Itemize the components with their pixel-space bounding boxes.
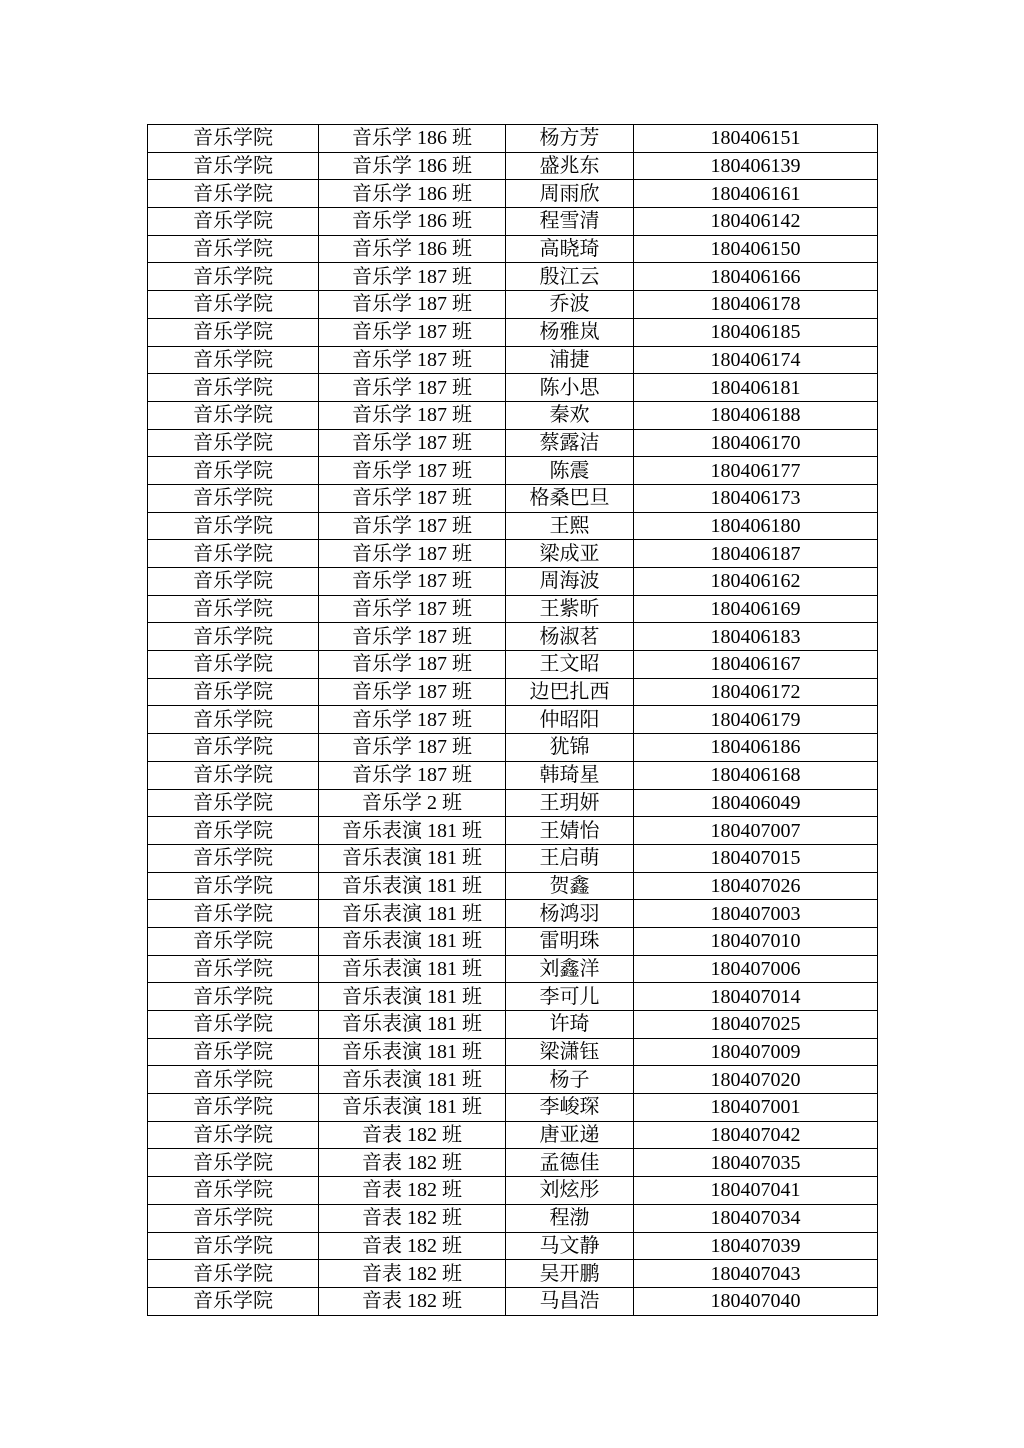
college-cell: 音乐学院	[148, 678, 319, 706]
class-cell: 音乐学 2 班	[319, 789, 506, 817]
student-id-cell: 180406181	[634, 374, 878, 402]
student-name-cell: 王紫昕	[506, 595, 634, 623]
class-cell: 音乐表演 181 班	[319, 1011, 506, 1039]
student-name-cell: 周雨欣	[506, 180, 634, 208]
table-row	[148, 152, 878, 180]
student-name-cell: 许琦	[506, 1011, 634, 1039]
table-row	[148, 734, 878, 762]
table-row	[148, 955, 878, 983]
student-name-cell: 李峻琛	[506, 1094, 634, 1122]
college-cell: 音乐学院	[148, 1066, 319, 1094]
student-name-cell: 仲昭阳	[506, 706, 634, 734]
student-id-cell: 180406142	[634, 208, 878, 236]
student-id-cell: 180407006	[634, 955, 878, 983]
student-id-cell: 180407041	[634, 1177, 878, 1205]
student-name-cell: 唐亚递	[506, 1121, 634, 1149]
student-name-cell: 杨淑茗	[506, 623, 634, 651]
table-row	[148, 374, 878, 402]
student-name-cell: 王文昭	[506, 651, 634, 679]
student-name-cell: 雷明珠	[506, 927, 634, 955]
college-cell: 音乐学院	[148, 1094, 319, 1122]
table-row	[148, 789, 878, 817]
college-cell: 音乐学院	[148, 872, 319, 900]
table-row	[148, 900, 878, 928]
table-row	[148, 1121, 878, 1149]
college-cell: 音乐学院	[148, 540, 319, 568]
class-cell: 音乐表演 181 班	[319, 927, 506, 955]
table-row	[148, 401, 878, 429]
class-cell: 音表 182 班	[319, 1177, 506, 1205]
class-cell: 音乐学 187 班	[319, 540, 506, 568]
student-name-cell: 吴开鹏	[506, 1260, 634, 1288]
student-name-cell: 韩琦星	[506, 761, 634, 789]
student-name-cell: 蔡露洁	[506, 429, 634, 457]
student-name-cell: 马文静	[506, 1232, 634, 1260]
college-cell: 音乐学院	[148, 983, 319, 1011]
college-cell: 音乐学院	[148, 651, 319, 679]
college-cell: 音乐学院	[148, 1149, 319, 1177]
college-cell: 音乐学院	[148, 512, 319, 540]
student-name-cell: 程雪清	[506, 208, 634, 236]
table-row	[148, 927, 878, 955]
college-cell: 音乐学院	[148, 1177, 319, 1205]
student-id-cell: 180407042	[634, 1121, 878, 1149]
student-name-cell: 杨雅岚	[506, 318, 634, 346]
table-row	[148, 540, 878, 568]
student-id-cell: 180407040	[634, 1287, 878, 1315]
student-name-cell: 盛兆东	[506, 152, 634, 180]
college-cell: 音乐学院	[148, 927, 319, 955]
college-cell: 音乐学院	[148, 595, 319, 623]
class-cell: 音乐学 187 班	[319, 706, 506, 734]
student-name-cell: 高晓琦	[506, 235, 634, 263]
table-row	[148, 844, 878, 872]
class-cell: 音乐学 187 班	[319, 484, 506, 512]
college-cell: 音乐学院	[148, 1038, 319, 1066]
class-cell: 音乐表演 181 班	[319, 844, 506, 872]
college-cell: 音乐学院	[148, 484, 319, 512]
student-id-cell: 180406187	[634, 540, 878, 568]
table-row	[148, 651, 878, 679]
student-name-cell: 乔波	[506, 291, 634, 319]
roster-body	[148, 125, 878, 1316]
student-id-cell: 180406169	[634, 595, 878, 623]
class-cell: 音表 182 班	[319, 1204, 506, 1232]
table-row	[148, 512, 878, 540]
table-row	[148, 318, 878, 346]
college-cell: 音乐学院	[148, 208, 319, 236]
student-name-cell: 刘鑫洋	[506, 955, 634, 983]
class-cell: 音乐学 187 班	[319, 457, 506, 485]
student-id-cell: 180407020	[634, 1066, 878, 1094]
student-name-cell: 刘炫彤	[506, 1177, 634, 1205]
college-cell: 音乐学院	[148, 291, 319, 319]
student-id-cell: 180407014	[634, 983, 878, 1011]
student-name-cell: 马昌浩	[506, 1287, 634, 1315]
class-cell: 音乐学 187 班	[319, 678, 506, 706]
student-id-cell: 180406168	[634, 761, 878, 789]
student-id-cell: 180406170	[634, 429, 878, 457]
college-cell: 音乐学院	[148, 1287, 319, 1315]
college-cell: 音乐学院	[148, 1011, 319, 1039]
table-row	[148, 761, 878, 789]
class-cell: 音乐学 187 班	[319, 429, 506, 457]
class-cell: 音乐学 187 班	[319, 761, 506, 789]
table-row	[148, 872, 878, 900]
class-cell: 音表 182 班	[319, 1149, 506, 1177]
student-name-cell: 犹锦	[506, 734, 634, 762]
class-cell: 音乐学 187 班	[319, 401, 506, 429]
student-name-cell: 王熙	[506, 512, 634, 540]
class-cell: 音乐学 186 班	[319, 152, 506, 180]
student-id-cell: 180406188	[634, 401, 878, 429]
table-row	[148, 263, 878, 291]
student-id-cell: 180407010	[634, 927, 878, 955]
student-name-cell: 程渤	[506, 1204, 634, 1232]
table-row	[148, 1149, 878, 1177]
class-cell: 音表 182 班	[319, 1121, 506, 1149]
college-cell: 音乐学院	[148, 1121, 319, 1149]
table-row	[148, 1011, 878, 1039]
college-cell: 音乐学院	[148, 900, 319, 928]
class-cell: 音乐表演 181 班	[319, 817, 506, 845]
student-id-cell: 180406161	[634, 180, 878, 208]
student-id-cell: 180406179	[634, 706, 878, 734]
student-name-cell: 边巴扎西	[506, 678, 634, 706]
college-cell: 音乐学院	[148, 318, 319, 346]
student-id-cell: 180407015	[634, 844, 878, 872]
table-row	[148, 983, 878, 1011]
student-id-cell: 180406186	[634, 734, 878, 762]
college-cell: 音乐学院	[148, 346, 319, 374]
student-id-cell: 180406150	[634, 235, 878, 263]
class-cell: 音乐表演 181 班	[319, 900, 506, 928]
table-row	[148, 457, 878, 485]
college-cell: 音乐学院	[148, 125, 319, 153]
class-cell: 音乐学 186 班	[319, 235, 506, 263]
table-row	[148, 1232, 878, 1260]
student-id-cell: 180406185	[634, 318, 878, 346]
student-id-cell: 180406139	[634, 152, 878, 180]
college-cell: 音乐学院	[148, 789, 319, 817]
college-cell: 音乐学院	[148, 457, 319, 485]
student-id-cell: 180407043	[634, 1260, 878, 1288]
table-row	[148, 1287, 878, 1315]
table-row	[148, 678, 878, 706]
class-cell: 音乐表演 181 班	[319, 1094, 506, 1122]
student-name-cell: 殷江云	[506, 263, 634, 291]
college-cell: 音乐学院	[148, 401, 319, 429]
college-cell: 音乐学院	[148, 623, 319, 651]
student-id-cell: 180406180	[634, 512, 878, 540]
college-cell: 音乐学院	[148, 152, 319, 180]
college-cell: 音乐学院	[148, 817, 319, 845]
student-name-cell: 李可儿	[506, 983, 634, 1011]
student-id-cell: 180407026	[634, 872, 878, 900]
table-row	[148, 595, 878, 623]
class-cell: 音乐表演 181 班	[319, 983, 506, 1011]
college-cell: 音乐学院	[148, 180, 319, 208]
class-cell: 音乐学 187 班	[319, 595, 506, 623]
student-id-cell: 180406167	[634, 651, 878, 679]
student-name-cell: 王婧怡	[506, 817, 634, 845]
student-id-cell: 180406183	[634, 623, 878, 651]
table-row	[148, 125, 878, 153]
table-row	[148, 1038, 878, 1066]
student-id-cell: 180407035	[634, 1149, 878, 1177]
student-name-cell: 贺鑫	[506, 872, 634, 900]
college-cell: 音乐学院	[148, 706, 319, 734]
student-id-cell: 180407009	[634, 1038, 878, 1066]
table-row	[148, 1204, 878, 1232]
student-roster-table	[147, 124, 878, 1316]
college-cell: 音乐学院	[148, 235, 319, 263]
class-cell: 音乐学 187 班	[319, 263, 506, 291]
student-id-cell: 180406177	[634, 457, 878, 485]
student-name-cell: 梁成亚	[506, 540, 634, 568]
class-cell: 音乐表演 181 班	[319, 955, 506, 983]
student-name-cell: 王启萌	[506, 844, 634, 872]
student-id-cell: 180406166	[634, 263, 878, 291]
class-cell: 音乐学 186 班	[319, 125, 506, 153]
class-cell: 音乐表演 181 班	[319, 872, 506, 900]
table-row	[148, 208, 878, 236]
class-cell: 音表 182 班	[319, 1260, 506, 1288]
class-cell: 音乐学 187 班	[319, 374, 506, 402]
class-cell: 音乐学 187 班	[319, 346, 506, 374]
student-name-cell: 陈小思	[506, 374, 634, 402]
student-id-cell: 180407007	[634, 817, 878, 845]
student-name-cell: 杨子	[506, 1066, 634, 1094]
student-id-cell: 180406174	[634, 346, 878, 374]
college-cell: 音乐学院	[148, 1232, 319, 1260]
class-cell: 音乐学 187 班	[319, 651, 506, 679]
class-cell: 音乐学 186 班	[319, 208, 506, 236]
student-name-cell: 梁潇钰	[506, 1038, 634, 1066]
class-cell: 音乐学 186 班	[319, 180, 506, 208]
class-cell: 音表 182 班	[319, 1232, 506, 1260]
class-cell: 音乐学 187 班	[319, 291, 506, 319]
table-row	[148, 484, 878, 512]
student-name-cell: 秦欢	[506, 401, 634, 429]
table-row	[148, 623, 878, 651]
student-id-cell: 180407025	[634, 1011, 878, 1039]
table-row	[148, 706, 878, 734]
table-row	[148, 429, 878, 457]
table-row	[148, 568, 878, 596]
table-row	[148, 291, 878, 319]
table-row	[148, 1066, 878, 1094]
college-cell: 音乐学院	[148, 1204, 319, 1232]
college-cell: 音乐学院	[148, 844, 319, 872]
student-name-cell: 陈震	[506, 457, 634, 485]
class-cell: 音乐表演 181 班	[319, 1066, 506, 1094]
class-cell: 音表 182 班	[319, 1287, 506, 1315]
student-name-cell: 王玥妍	[506, 789, 634, 817]
class-cell: 音乐表演 181 班	[319, 1038, 506, 1066]
student-name-cell: 周海波	[506, 568, 634, 596]
student-name-cell: 格桑巴旦	[506, 484, 634, 512]
college-cell: 音乐学院	[148, 374, 319, 402]
college-cell: 音乐学院	[148, 734, 319, 762]
table-row	[148, 346, 878, 374]
college-cell: 音乐学院	[148, 761, 319, 789]
student-id-cell: 180406151	[634, 125, 878, 153]
student-name-cell: 浦捷	[506, 346, 634, 374]
student-id-cell: 180407001	[634, 1094, 878, 1122]
table-row	[148, 1094, 878, 1122]
class-cell: 音乐学 187 班	[319, 734, 506, 762]
student-id-cell: 180407034	[634, 1204, 878, 1232]
student-id-cell: 180406162	[634, 568, 878, 596]
student-id-cell: 180407039	[634, 1232, 878, 1260]
table-row	[148, 817, 878, 845]
table-row	[148, 1260, 878, 1288]
college-cell: 音乐学院	[148, 263, 319, 291]
college-cell: 音乐学院	[148, 955, 319, 983]
college-cell: 音乐学院	[148, 429, 319, 457]
class-cell: 音乐学 187 班	[319, 568, 506, 596]
college-cell: 音乐学院	[148, 1260, 319, 1288]
class-cell: 音乐学 187 班	[319, 623, 506, 651]
college-cell: 音乐学院	[148, 568, 319, 596]
student-id-cell: 180407003	[634, 900, 878, 928]
class-cell: 音乐学 187 班	[319, 512, 506, 540]
student-name-cell: 孟德佳	[506, 1149, 634, 1177]
student-name-cell: 杨鸿羽	[506, 900, 634, 928]
table-row	[148, 1177, 878, 1205]
class-cell: 音乐学 187 班	[319, 318, 506, 346]
student-name-cell: 杨方芳	[506, 125, 634, 153]
student-id-cell: 180406178	[634, 291, 878, 319]
table-row	[148, 235, 878, 263]
table-row	[148, 180, 878, 208]
student-id-cell: 180406173	[634, 484, 878, 512]
student-id-cell: 180406172	[634, 678, 878, 706]
student-id-cell: 180406049	[634, 789, 878, 817]
